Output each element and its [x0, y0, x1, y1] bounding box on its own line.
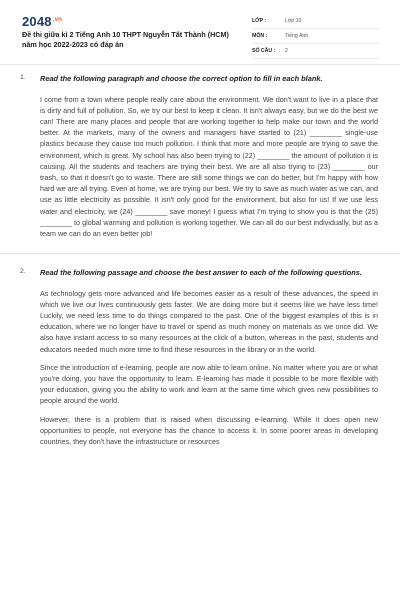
meta-row-subject: [252, 29, 380, 44]
meta-value: Tiếng Anh: [285, 33, 309, 39]
question-list: [0, 74, 400, 454]
question-item: [0, 268, 400, 447]
question-prompt: Read the following passage and choose the best answer to each of the following questions.: [40, 268, 362, 278]
question-number: 2.: [20, 268, 26, 276]
document-title: Đề thi giữa kì 2 Tiếng Anh 10 THPT Nguyễn Tất Thành (HCM) năm học 2022-2023 có đáp án: [22, 30, 229, 49]
logo-suffix: .vn: [52, 16, 63, 23]
passage-paragraph: Since the introduction of e-learning, people are now able to learn online. No matter where you are or what you're doing, you have the opportunity to learn. E-learning has made it possible to be more flexible with your education, giving you the ability to work and learn at the same time which gives new possibilities to people around the world.: [40, 362, 378, 406]
site-logo[interactable]: [22, 14, 62, 29]
meta-table: [252, 14, 380, 59]
passage-paragraph: I come from a town where people really care about the environment. We don't want to live in a place that is dirty and full of pollution. So, we try our best to keep it clean. It isn't always easy, but we do the best we can! There are many places and people that are working together to help make our town and the world better. At the markets, many of the owners and managers have started to (21) ________ single-use plastics because they cause too much pollution. I think that more and more people are trying to save the environment, which is great. My school has also been trying to (22) ________ the amount of pollution it is causing. All the students and teachers are trying their best. We are all also trying to (23) ________ our trash, so that it doesn't go to waste. There are still some things we can do better, but I'm happy with how hard we are all trying. Even at home, we are trying our best. We try to save as much water as we can, and use as little electricity as possible. It isn't only good for the environment, but also for us! If we use less water and electricity, we (24) ________ save money! I guess what I'm trying to show you is that the (25) ________ to global warming and pollution is working together. We can all do our best individually, but as a team we can do an even better job!: [40, 94, 378, 238]
question-number: 1.: [20, 74, 26, 81]
meta-row-class: [252, 14, 380, 29]
page-header: [0, 0, 400, 65]
meta-row-count: [252, 44, 380, 59]
passage-paragraph: As technology gets more advanced and life becomes easier as a result of these advances, the speed in which we live our lives continuously gets faster. We are doing more but it seems like we have less time! Luckily, we need less time to do things compared to the past. One of the biggest examples of this is in education, where we no longer have to travel or spend as much money on materials as we once did. We also have instant access to so many resources at the click of a button, whereas in the past, students and educators needed much more time to find these resources in the library or in the world.: [40, 288, 378, 354]
meta-key: SỐ CÂU :: [252, 48, 276, 54]
meta-value: Lớp 10: [285, 18, 302, 24]
meta-key: LỚP :: [252, 18, 267, 24]
question-item: [0, 74, 400, 239]
question-prompt: Read the following paragraph and choose the correct option to fill in each blank.: [40, 74, 323, 83]
meta-key: MÔN :: [252, 33, 268, 39]
passage-paragraph: However, there is a problem that is raised when discussing e-learning. While it does open new opportunities to people, not everyone has the chance to access it. In some poorer areas in developing countries, they don't have the infrastructure or resources: [40, 414, 378, 447]
meta-value: 2: [285, 48, 288, 54]
question-divider: [0, 253, 400, 254]
logo-text: 2048: [22, 14, 52, 29]
